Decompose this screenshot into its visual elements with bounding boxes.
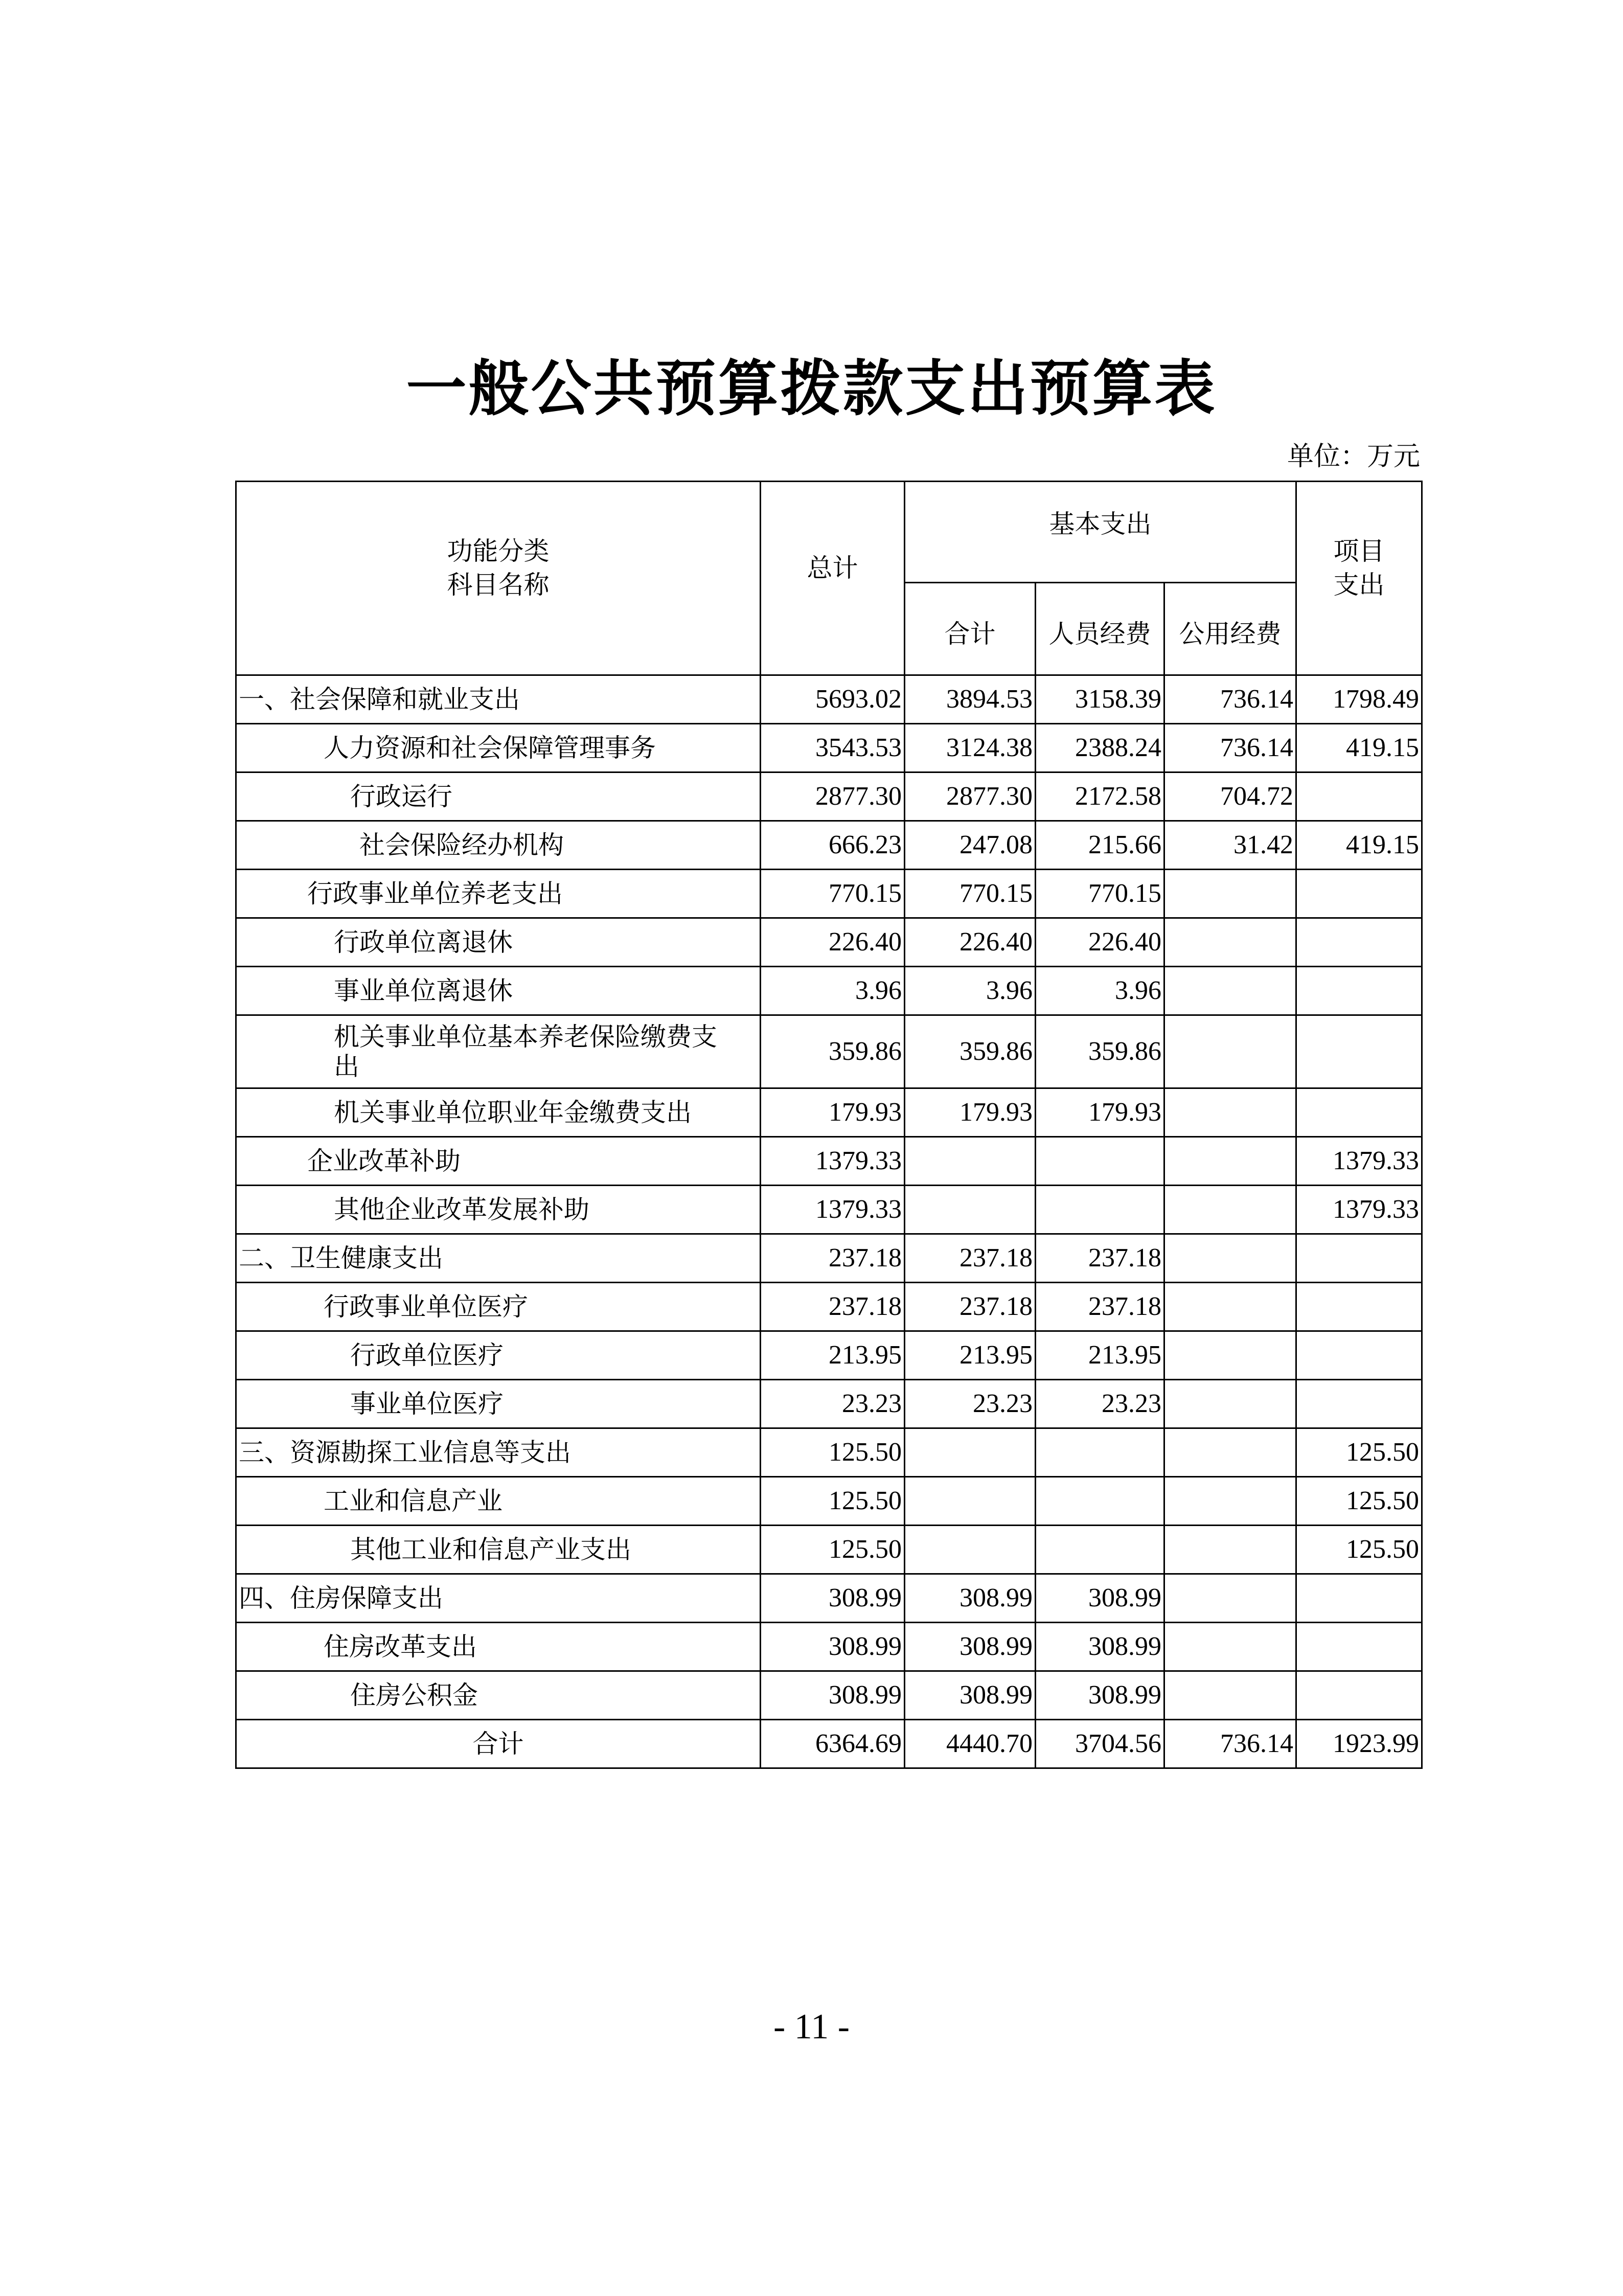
cell-sum: 179.93 <box>905 1088 1036 1137</box>
cell-personnel: 2172.58 <box>1036 772 1164 821</box>
cell-project: 1923.99 <box>1296 1720 1422 1768</box>
header-function-line2: 科目名称 <box>447 570 550 600</box>
cell-personnel <box>1036 1526 1164 1574</box>
row-name: 住房公积金 <box>236 1671 761 1720</box>
cell-project: 125.50 <box>1296 1477 1422 1526</box>
cell-total: 2877.30 <box>761 772 905 821</box>
table-row <box>236 1671 1422 1720</box>
row-name: 机关事业单位职业年金缴费支出 <box>236 1088 761 1137</box>
row-name: 行政事业单位养老支出 <box>236 870 761 918</box>
cell-sum: 237.18 <box>905 1283 1036 1331</box>
table-row <box>236 967 1422 1015</box>
cell-project <box>1296 1283 1422 1331</box>
cell-total: 6364.69 <box>761 1720 905 1768</box>
cell-sum: 23.23 <box>905 1380 1036 1428</box>
table-row <box>236 1477 1422 1526</box>
row-name: 行政单位离退休 <box>236 918 761 967</box>
cell-public <box>1164 1574 1296 1623</box>
header-public: 公用经费 <box>1164 582 1296 675</box>
table-row <box>236 772 1422 821</box>
cell-sum: 237.18 <box>905 1234 1036 1283</box>
unit-label: 单位：万元 <box>1287 441 1420 472</box>
cell-project <box>1296 1015 1422 1088</box>
cell-project <box>1296 772 1422 821</box>
row-name: 行政运行 <box>236 772 761 821</box>
cell-public <box>1164 1428 1296 1477</box>
cell-sum: 3124.38 <box>905 724 1036 772</box>
cell-public <box>1164 1331 1296 1380</box>
cell-total: 237.18 <box>761 1234 905 1283</box>
cell-personnel: 308.99 <box>1036 1671 1164 1720</box>
row-name: 行政单位医疗 <box>236 1331 761 1380</box>
table-row <box>236 1088 1422 1137</box>
cell-project: 419.15 <box>1296 724 1422 772</box>
header-project-expenditure <box>1296 482 1422 675</box>
table-row <box>236 1574 1422 1623</box>
cell-public: 704.72 <box>1164 772 1296 821</box>
cell-project <box>1296 1574 1422 1623</box>
cell-sum: 308.99 <box>905 1574 1036 1623</box>
cell-public <box>1164 1671 1296 1720</box>
cell-total: 770.15 <box>761 870 905 918</box>
cell-project <box>1296 1331 1422 1380</box>
cell-total: 666.23 <box>761 821 905 870</box>
cell-personnel: 2388.24 <box>1036 724 1164 772</box>
cell-personnel <box>1036 1186 1164 1234</box>
table-row <box>236 675 1422 724</box>
cell-total: 3.96 <box>761 967 905 1015</box>
table-row <box>236 724 1422 772</box>
table-row <box>236 1186 1422 1234</box>
row-name: 事业单位离退休 <box>236 967 761 1015</box>
row-name: 工业和信息产业 <box>236 1477 761 1526</box>
page-title: 一般公共预算拨款支出预算表 <box>406 353 1217 424</box>
table-row <box>236 1428 1422 1477</box>
cell-public <box>1164 1380 1296 1428</box>
cell-public <box>1164 1477 1296 1526</box>
cell-public <box>1164 1283 1296 1331</box>
budget-table <box>235 481 1423 1769</box>
cell-total: 1379.33 <box>761 1137 905 1186</box>
cell-sum <box>905 1428 1036 1477</box>
cell-total: 1379.33 <box>761 1186 905 1234</box>
cell-total: 226.40 <box>761 918 905 967</box>
cell-total: 308.99 <box>761 1623 905 1671</box>
cell-sum: 770.15 <box>905 870 1036 918</box>
cell-total: 125.50 <box>761 1526 905 1574</box>
cell-project: 125.50 <box>1296 1428 1422 1477</box>
cell-project: 1798.49 <box>1296 675 1422 724</box>
row-name: 三、资源勘探工业信息等支出 <box>236 1428 761 1477</box>
cell-sum <box>905 1526 1036 1574</box>
cell-personnel: 3.96 <box>1036 967 1164 1015</box>
cell-sum <box>905 1186 1036 1234</box>
total-row <box>236 1720 1422 1768</box>
cell-public <box>1164 1186 1296 1234</box>
cell-project: 1379.33 <box>1296 1186 1422 1234</box>
row-name: 其他企业改革发展补助 <box>236 1186 761 1234</box>
row-name: 社会保险经办机构 <box>236 821 761 870</box>
cell-total: 308.99 <box>761 1671 905 1720</box>
cell-public <box>1164 1088 1296 1137</box>
cell-sum <box>905 1477 1036 1526</box>
cell-public <box>1164 1137 1296 1186</box>
cell-personnel: 237.18 <box>1036 1234 1164 1283</box>
cell-public <box>1164 1234 1296 1283</box>
row-name: 事业单位医疗 <box>236 1380 761 1428</box>
cell-public: 31.42 <box>1164 821 1296 870</box>
header-basic-sum: 合计 <box>905 582 1036 675</box>
table-row <box>236 1380 1422 1428</box>
row-name: 一、社会保障和就业支出 <box>236 675 761 724</box>
cell-public <box>1164 1623 1296 1671</box>
header-function-category <box>236 482 761 675</box>
cell-personnel <box>1036 1477 1164 1526</box>
cell-total: 308.99 <box>761 1574 905 1623</box>
cell-project <box>1296 1380 1422 1428</box>
cell-sum: 3894.53 <box>905 675 1036 724</box>
cell-public: 736.14 <box>1164 675 1296 724</box>
cell-personnel: 3158.39 <box>1036 675 1164 724</box>
header-project-line2: 支出 <box>1333 570 1385 600</box>
cell-sum: 4440.70 <box>905 1720 1036 1768</box>
header-personnel: 人员经费 <box>1036 582 1164 675</box>
cell-sum: 226.40 <box>905 918 1036 967</box>
table-row <box>236 1234 1422 1283</box>
cell-sum: 247.08 <box>905 821 1036 870</box>
cell-total: 3543.53 <box>761 724 905 772</box>
cell-personnel: 226.40 <box>1036 918 1164 967</box>
table-row <box>236 821 1422 870</box>
row-name: 四、住房保障支出 <box>236 1574 761 1623</box>
cell-project <box>1296 870 1422 918</box>
row-name: 住房改革支出 <box>236 1623 761 1671</box>
cell-total: 125.50 <box>761 1428 905 1477</box>
cell-sum: 308.99 <box>905 1671 1036 1720</box>
table-row <box>236 918 1422 967</box>
cell-public <box>1164 967 1296 1015</box>
cell-project: 419.15 <box>1296 821 1422 870</box>
cell-total: 359.86 <box>761 1015 905 1088</box>
cell-public <box>1164 1526 1296 1574</box>
cell-project <box>1296 967 1422 1015</box>
cell-personnel: 3704.56 <box>1036 1720 1164 1768</box>
cell-personnel: 308.99 <box>1036 1623 1164 1671</box>
table-row <box>236 1331 1422 1380</box>
cell-sum: 3.96 <box>905 967 1036 1015</box>
cell-total: 5693.02 <box>761 675 905 724</box>
table-row <box>236 1526 1422 1574</box>
cell-total: 125.50 <box>761 1477 905 1526</box>
cell-personnel: 308.99 <box>1036 1574 1164 1623</box>
cell-public <box>1164 870 1296 918</box>
cell-project: 125.50 <box>1296 1526 1422 1574</box>
table-row <box>236 1283 1422 1331</box>
cell-sum: 308.99 <box>905 1623 1036 1671</box>
cell-project <box>1296 1234 1422 1283</box>
cell-public <box>1164 918 1296 967</box>
row-name: 企业改革补助 <box>236 1137 761 1186</box>
cell-personnel: 215.66 <box>1036 821 1164 870</box>
header-basic-expenditure: 基本支出 <box>905 482 1296 583</box>
row-name: 机关事业单位基本养老保险缴费支出 <box>236 1015 761 1088</box>
cell-public: 736.14 <box>1164 724 1296 772</box>
table-row <box>236 870 1422 918</box>
table-row <box>236 1137 1422 1186</box>
table-row <box>236 1015 1422 1088</box>
cell-total: 179.93 <box>761 1088 905 1137</box>
row-name: 人力资源和社会保障管理事务 <box>236 724 761 772</box>
row-name: 二、卫生健康支出 <box>236 1234 761 1283</box>
page-number: - 11 - <box>773 2007 850 2047</box>
cell-total: 23.23 <box>761 1380 905 1428</box>
cell-personnel: 179.93 <box>1036 1088 1164 1137</box>
header-total: 总计 <box>761 482 905 675</box>
cell-sum: 213.95 <box>905 1331 1036 1380</box>
cell-total: 237.18 <box>761 1283 905 1331</box>
cell-personnel: 237.18 <box>1036 1283 1164 1331</box>
cell-personnel: 359.86 <box>1036 1015 1164 1088</box>
table-row <box>236 1623 1422 1671</box>
row-name: 行政事业单位医疗 <box>236 1283 761 1331</box>
cell-project <box>1296 1623 1422 1671</box>
cell-personnel: 23.23 <box>1036 1380 1164 1428</box>
cell-sum: 2877.30 <box>905 772 1036 821</box>
header-function-line1: 功能分类 <box>447 536 550 566</box>
total-label: 合计 <box>236 1720 761 1768</box>
cell-personnel: 770.15 <box>1036 870 1164 918</box>
cell-sum: 359.86 <box>905 1015 1036 1088</box>
cell-personnel: 213.95 <box>1036 1331 1164 1380</box>
cell-sum <box>905 1137 1036 1186</box>
cell-personnel <box>1036 1137 1164 1186</box>
cell-total: 213.95 <box>761 1331 905 1380</box>
cell-project <box>1296 1088 1422 1137</box>
cell-project <box>1296 1671 1422 1720</box>
cell-public <box>1164 1015 1296 1088</box>
cell-personnel <box>1036 1428 1164 1477</box>
header-project-line1: 项目 <box>1333 536 1385 566</box>
cell-public: 736.14 <box>1164 1720 1296 1768</box>
row-name: 其他工业和信息产业支出 <box>236 1526 761 1574</box>
cell-project: 1379.33 <box>1296 1137 1422 1186</box>
cell-project <box>1296 918 1422 967</box>
